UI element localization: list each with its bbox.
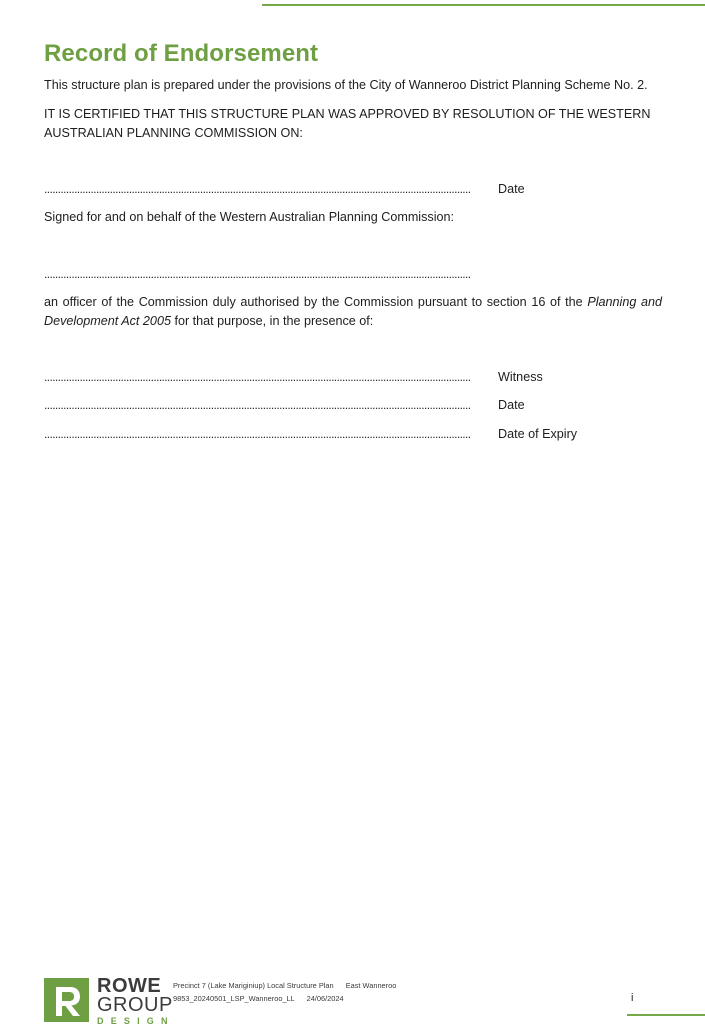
- footer-line-2: [173, 994, 344, 1004]
- footer-plan-title: Precinct 7 (Lake Mariginiup) Local Structure Plan: [173, 981, 334, 990]
- footer-location: East Wanneroo: [345, 981, 397, 990]
- footer-line-1: [173, 981, 396, 991]
- date-signature-line: ............................................................................................................................................................: [44, 182, 471, 196]
- rowe-logo-icon: [44, 978, 89, 1022]
- footer-date: 24/06/2024: [306, 994, 344, 1003]
- witness-date-label: Date: [498, 398, 525, 412]
- witness-label: Witness: [498, 370, 543, 384]
- commission-signature-line: ............................................................................................................................................................: [44, 267, 471, 281]
- footer-rule: [627, 1014, 705, 1016]
- certification-paragraph: IT IS CERTIFIED THAT THIS STRUCTURE PLAN WAS APPROVED BY RESOLUTION OF THE WESTERN AUSTRALIAN PLANNING COMMISSION ON:: [44, 107, 651, 140]
- witness-signature-line: ............................................................................................................................................................: [44, 370, 471, 384]
- intro-paragraph: This structure plan is prepared under the provisions of the City of Wanneroo District Planning Scheme No. 2.: [44, 78, 648, 92]
- footer-doc-ref: 9853_20240501_LSP_Wanneroo_LL: [173, 994, 295, 1003]
- officer-text-after: for that purpose, in the presence of:: [170, 314, 374, 328]
- page-title: Record of Endorsement: [44, 40, 319, 67]
- expiry-date-label: Date of Expiry: [498, 427, 578, 441]
- signed-paragraph: Signed for and on behalf of the Western Australian Planning Commission:: [44, 210, 455, 224]
- logo-group-text: GROUP: [97, 994, 173, 1016]
- date-label: Date: [498, 182, 525, 196]
- header-rule: [262, 4, 705, 6]
- act-name: Planning and Development Act 2005: [44, 295, 662, 328]
- logo-design-text: DESIGN: [97, 1016, 175, 1026]
- officer-paragraph: [44, 293, 662, 331]
- expiry-date-line: ............................................................................................................................................................: [44, 427, 471, 441]
- company-logo-wordmark: [97, 975, 175, 1027]
- witness-date-line: ............................................................................................................................................................: [44, 398, 471, 412]
- page-number: i: [631, 992, 634, 1004]
- officer-text-before: an officer of the Commission duly authorised by the Commission pursuant to section 16 of the: [44, 295, 588, 309]
- logo-rowe-text: ROWE: [97, 975, 162, 997]
